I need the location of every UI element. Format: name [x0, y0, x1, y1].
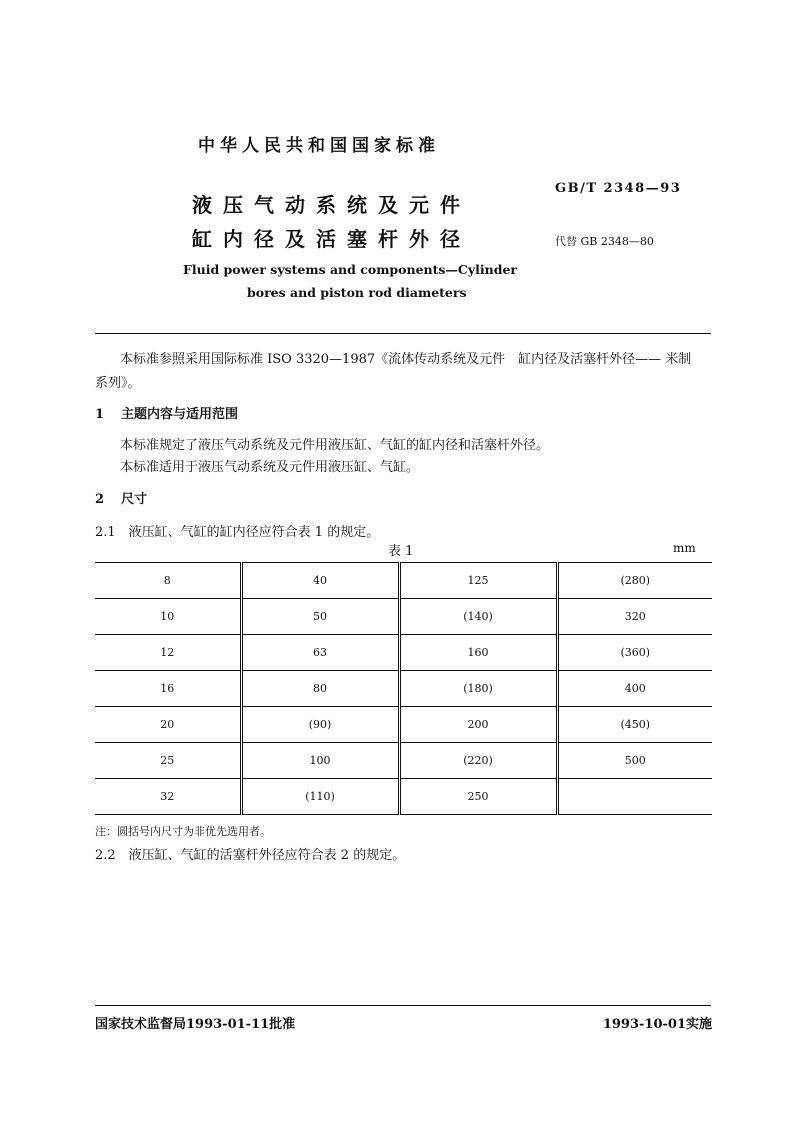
section-1-number: 1 — [95, 407, 105, 422]
table-cell: 100 — [241, 743, 399, 779]
table-cell: (220) — [399, 743, 557, 779]
table-cell: 8 — [95, 563, 241, 599]
table-row — [95, 635, 712, 671]
approval-date: 国家技术监督局1993-01-11批准 — [95, 1017, 296, 1032]
section-2-number: 2 — [95, 492, 105, 507]
header-divider — [95, 333, 711, 334]
table-cell: (140) — [399, 599, 557, 635]
title-chinese-line1: 液压气动系统及元件 — [192, 193, 471, 217]
table-1-note: 注：圆括号内尺寸为非优先选用者。 — [95, 825, 271, 838]
table-cell: 16 — [95, 671, 241, 707]
title-chinese-line2: 缸内径及活塞杆外径 — [192, 227, 471, 251]
section-1-paragraph-2: 本标准适用于液压气动系统及元件用液压缸、气缸。 — [120, 460, 420, 475]
table-cell: 160 — [399, 635, 557, 671]
table-row — [95, 779, 712, 815]
table-1-unit: mm — [673, 541, 696, 555]
table-cell: 400 — [557, 671, 712, 707]
table-cell: (90) — [241, 707, 399, 743]
table-row — [95, 671, 712, 707]
table-cell: 50 — [241, 599, 399, 635]
table-cell: 12 — [95, 635, 241, 671]
section-1-heading — [95, 403, 238, 422]
table-cell: 25 — [95, 743, 241, 779]
table-cell: (450) — [557, 707, 712, 743]
table-cell: 20 — [95, 707, 241, 743]
replaces-standard: 代替 GB 2348—80 — [555, 235, 654, 248]
table-cell: 200 — [399, 707, 557, 743]
table-cell: (180) — [399, 671, 557, 707]
effective-date: 1993-10-01实施 — [602, 1017, 712, 1032]
table-cell: 80 — [241, 671, 399, 707]
standard-code: GB/T 2348—93 — [555, 181, 682, 196]
title-english-line1: Fluid power systems and components—Cylinder — [183, 262, 518, 277]
title-english-line2: bores and piston rod diameters — [247, 285, 467, 300]
section-1-paragraph-1: 本标准规定了液压气动系统及元件用液压缸、气缸的缸内径和活塞杆外径。 — [120, 438, 550, 453]
section-2-title: 尺寸 — [121, 492, 148, 507]
table-cell: 63 — [241, 635, 399, 671]
intro-paragraph-line1: 本标准参照采用国际标准 ISO 3320—1987《流体传动系统及元件 缸内径及活塞杆外径—— 米制 — [120, 352, 692, 367]
table-cell: 10 — [95, 599, 241, 635]
clause-2-2: 2.2 液压缸、气缸的活塞杆外径应符合表 2 的规定。 — [95, 848, 406, 863]
section-1-title: 主题内容与适用范围 — [121, 407, 239, 422]
table-cell: (110) — [241, 779, 399, 815]
table-cell: (280) — [557, 563, 712, 599]
intro-paragraph-line2: 系列》。 — [95, 376, 141, 391]
table-cell: 500 — [557, 743, 712, 779]
table-1-caption: 表 1 — [388, 544, 414, 559]
table-row — [95, 599, 712, 635]
cylinder-bore-table — [95, 562, 712, 815]
footer-divider — [95, 1005, 711, 1006]
table-cell: 32 — [95, 779, 241, 815]
table-cell: 125 — [399, 563, 557, 599]
table-cell: 40 — [241, 563, 399, 599]
table-cell: 320 — [557, 599, 712, 635]
table-row — [95, 743, 712, 779]
table-cell — [557, 779, 712, 815]
issuing-body-heading: 中华人民共和国国家标准 — [198, 136, 440, 156]
table-cell: (360) — [557, 635, 712, 671]
table-row — [95, 563, 712, 599]
table-cell: 250 — [399, 779, 557, 815]
table-row — [95, 707, 712, 743]
section-2-heading — [95, 488, 147, 507]
clause-2-1: 2.1 液压缸、气缸的缸内径应符合表 1 的规定。 — [95, 525, 380, 540]
